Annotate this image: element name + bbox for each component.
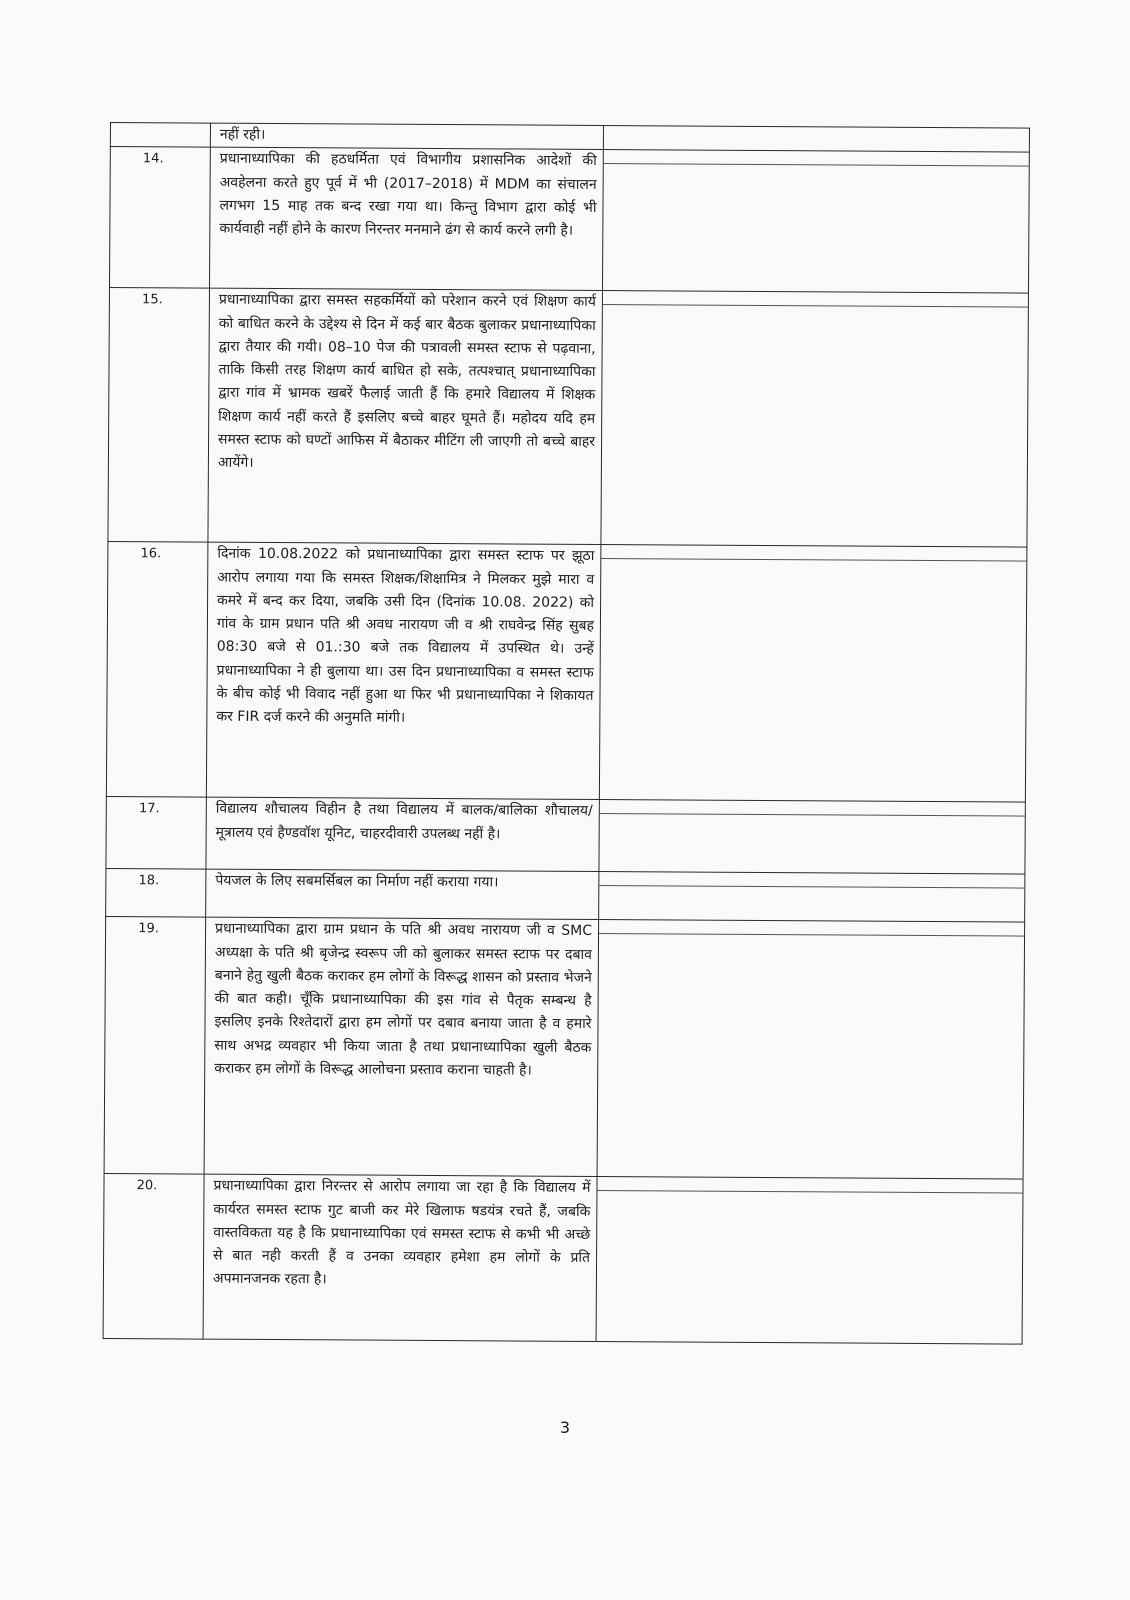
- remarks-cell: [602, 150, 1029, 294]
- serial-number: 16.: [106, 542, 208, 798]
- table-row: [106, 797, 1025, 875]
- complaint-text: प्रधानाध्यापिका द्वारा ग्राम प्रधान के पति श्री अवध नारायण जी व SMC अध्यक्षा के पति श्री बृजेन्द्र स्वरूप जी को बुलाकर समस्त स्टाफ पर दबाव बनाने हेतु खुली बैठक कराकर हम लोगों के विरूद्ध शासन को प्रस्ताव भेजने की बात कही। चूँकि प्रधानाध्यापिका की इस गांव से पैतृक सम्बन्ध है इसलिए इनके रिश्तेदारों द्वारा हम लोगों पर दबाव बनाया जाता है व हमारे साथ अभद्र व्यवहार भी किया जाता है तथा प्रधानाध्यापिका खुली बैठक कराकर हम लोगों के विरूद्ध आलोचना प्रस्ताव कराना चाहती है।: [204, 917, 599, 1176]
- remarks-cell: [601, 291, 1029, 548]
- complaint-text: प्रधानाध्यापिका की हठधर्मिता एवं विभागीय प्रशासनिक आदेशों की अवहेलना करते हुए पूर्व में भी (2017–2018) में MDM का संचालन लगभग 15 माह तक बन्द रखा गया था। किन्तु विभाग द्वारा कोई भी कार्यवाही नहीं होने के कारण निरन्तर मनमाने ढंग से कार्य करने लगी है।: [209, 147, 603, 290]
- remarks-cell: [596, 1177, 1023, 1345]
- serial-number: 19.: [104, 917, 206, 1175]
- table-row: [103, 1174, 1023, 1345]
- serial-number: 17.: [106, 797, 206, 870]
- table-row: [109, 147, 1029, 294]
- remarks-cell: [599, 872, 1025, 923]
- complaint-text: विद्यालय शौचालय विहीन है तथा विद्यालय में बालक/बालिका शौचालय/मूत्रालय एवं हैण्डवॉश यूनिट, चाहरदीवारी उपलब्ध नहीं है।: [206, 797, 599, 871]
- complaint-text: प्रधानाध्यापिका द्वारा निरन्तर से आरोप लगाया जा रहा है कि विद्यालय में कार्यरत समस्त स्टाफ गुट बाजी कर मेरे खिलाफ षडयंत्र रचते हैं, जबकि वास्तविकता यह है कि प्रधानाध्यापिका एवं समस्त स्टाफ से कभी भी अच्छे से बात नही करती हैं व उनका व्यवहार हमेशा हम लोगों के प्रति अपमानजनक रहता है।: [203, 1174, 597, 1341]
- ruled-line: [599, 933, 1024, 937]
- document-page: [103, 122, 1030, 1345]
- table-row: [104, 917, 1025, 1180]
- table-row: [106, 869, 1025, 923]
- serial-number: [110, 123, 210, 148]
- serial-number: 15.: [108, 288, 210, 543]
- complaint-text: दिनांक 10.08.2022 को प्रधानाध्यापिका द्वारा समस्त स्टाफ पर झूठा आरोप लगाया गया कि समस्त शिक्षक/शिक्षामित्र ने मिलकर मुझे मारा व कमरे में बन्द कर दिया, जबकि उसी दिन (दिनांक 10.08. 2022) को गांव के ग्राम प्रधान पति श्री अवध नारायण जी व श्री राघवेन्द्र सिंह सुबह 08:30 बजे से 01.:30 बजे तक विद्यालय में उपस्थित थे। उन्हें प्रधानाध्यापिका ने ही बुलाया था। उस दिन प्रधानाध्यापिका व समस्त स्टाफ के बीच कोई भी विवाद नहीं हुआ था फिर भी प्रधानाध्यापिका ने शिकायत कर FIR दर्ज करने की अनुमति मांगी।: [206, 542, 601, 799]
- table-row: [106, 542, 1027, 803]
- complaint-text: नहीं रही।: [210, 123, 603, 150]
- serial-number: 18.: [106, 869, 206, 918]
- serial-number: 14.: [109, 147, 210, 289]
- ruled-line: [603, 304, 1028, 308]
- table-row: [108, 288, 1029, 548]
- complaint-text: पेयजल के लिए सबमर्सिबल का निर्माण नहीं कराया गया।: [206, 869, 599, 919]
- ruled-line: [601, 558, 1026, 562]
- page-number: 3: [559, 1418, 571, 1437]
- ruled-line: [599, 885, 1024, 889]
- ruled-line: [597, 1190, 1022, 1194]
- ruled-line: [600, 813, 1025, 817]
- serial-number: 20.: [103, 1174, 204, 1340]
- complaint-table: [103, 122, 1030, 1345]
- remarks-cell: [597, 920, 1025, 1180]
- remarks-cell: [599, 800, 1025, 875]
- remarks-cell: [603, 126, 1029, 153]
- remarks-cell: [599, 545, 1027, 803]
- ruled-line: [604, 163, 1029, 167]
- complaint-text: प्रधानाध्यापिका द्वारा समस्त सहकर्मियों को परेशान करने एवं शिक्षण कार्य को बाधित करने के उद्देश्य से दिन में कई बार बैठक बुलाकर प्रधानाध्यापिका द्वारा तैयार की गयी। 08–10 पेज की पत्रावली समस्त स्टाफ से पढ़वाना, ताकि किसी तरह शिक्षण कार्य बाधित हो सके, तत्पश्चात् प्रधानाध्यापिका द्वारा गांव में भ्रामक खबरें फैलाई जाती हैं कि हमारे विद्यालय में शिक्षक शिक्षण कार्य नहीं करते हैं इसलिए बच्चे बाहर घूमते हैं। महोदय यदि हम समस्त स्टाफ को घण्टों आफिस में बैठाकर मीटिंग ली जाएगी तो बच्चे बाहर आयेंगे।: [208, 288, 603, 544]
